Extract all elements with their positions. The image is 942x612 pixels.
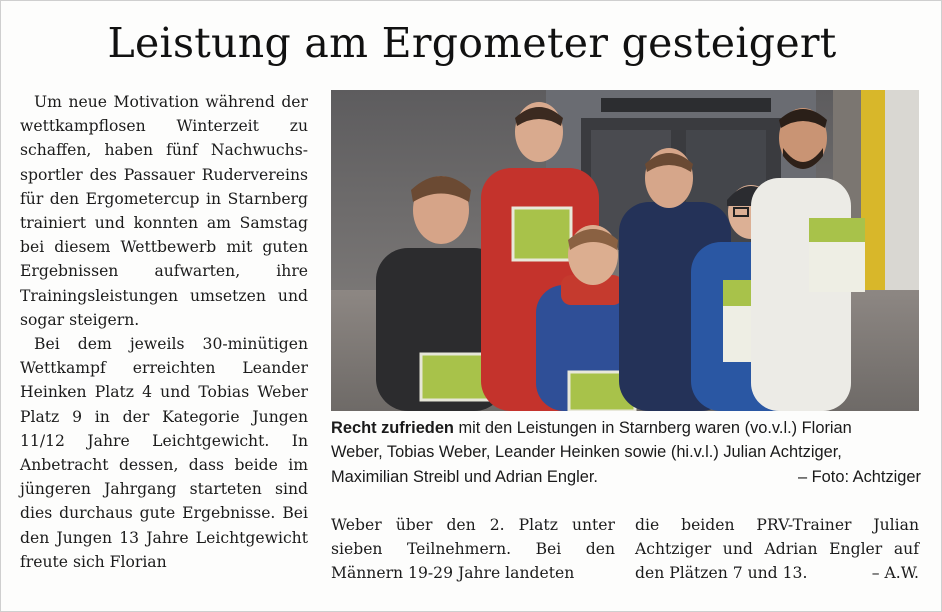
team-photo [331,90,919,411]
caption-line-3 [331,465,921,489]
article-column-1 [20,90,308,574]
caption-line-2: Weber, Tobias Weber, Leander Heinken sowie (hi.v.l.) Julian Achtziger, [331,443,842,462]
caption-line-1 [331,416,921,440]
article-headline: Leistung am Ergometer gesteigert [107,19,837,67]
photo-caption [331,416,921,489]
photo-credit: – Foto: Achtziger [798,467,921,486]
article-column-3-text: die beiden PRV-Trainer Julian Achtziger und Adrian Engler auf den Plätzen 7 und 13. [635,516,919,583]
caption-lead: Recht zufrieden [331,419,454,437]
article-paragraph-2: Bei dem jeweils 30-minütigen Wettkampf erreichten Leander Heinken Platz 4 und Tobias Weber Platz 9 in der Kategorie Jungen 11/12 Jahre Leichtgewicht. In Anbetracht dessen, dass beide im jüngeren Jahrgang starteten sind dies durchaus gute Ergebnisse. Bei den Jungen 13 Jahre Leichtgewicht freute sich Florian [20,335,308,571]
article-column-3 [635,513,919,586]
caption-names: Maximilian Streibl und Adrian Engler. [331,467,598,486]
article-column-2 [331,513,615,586]
team-photo-illustration [331,90,919,411]
article-author: – A.W. [871,564,919,583]
article-column-2-text: Weber über den 2. Platz unter sieben Teilnehmern. Bei den Männern 19-29 Jahre landeten [331,516,615,583]
article-paragraph-1: Um neue Motivation während der wettkampflosen Winterzeit zu schaffen, haben fünf Nachwuchssportler des Passauer Rudervereins für den Ergometercup in Starnberg trainiert und konnten am Samstag bei diesem Wettbewerb mit guten Ergebnissen aufwarten, ihre Trainingsleistungen umsetzen und sogar steigern. [20,93,308,329]
caption-rest-line-1: mit den Leistungen in Starnberg waren (vo.v.l.) Florian [453,419,852,437]
